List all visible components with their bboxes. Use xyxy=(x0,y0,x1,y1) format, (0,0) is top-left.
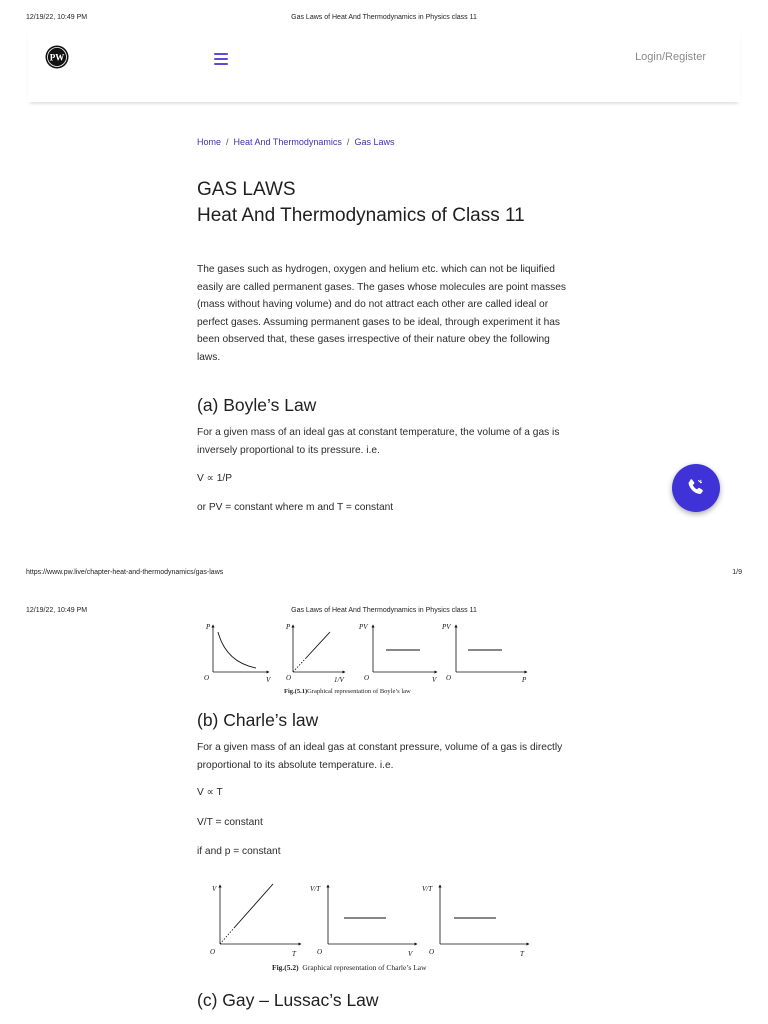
phone-icon xyxy=(684,476,708,500)
print-datetime: 12/19/22, 10:49 PM xyxy=(26,607,88,614)
caption-text: Graphical representation of Charle’s Law xyxy=(302,963,427,972)
breadcrumb xyxy=(197,137,394,147)
boyle-eq1: V ∝ 1/P xyxy=(197,473,233,484)
charles-text: For a given mass of an ideal gas at constant pressure, volume of a gas is directly proportional to its absolute temperature. i.e. xyxy=(197,742,563,771)
breadcrumb-separator: / xyxy=(346,137,350,147)
graph-label: P xyxy=(522,676,527,684)
boyle-heading: (a) Boyle’s Law xyxy=(197,395,317,415)
breadcrumb-gas-laws[interactable]: Gas Laws xyxy=(354,137,395,147)
charles-eq3: if and p = constant xyxy=(197,846,281,857)
graph-label: PV xyxy=(442,623,451,631)
logo-text: PW xyxy=(49,52,65,63)
graph-label: P xyxy=(206,623,211,631)
graph-label: PV xyxy=(359,623,368,631)
boyle-figure-caption xyxy=(284,688,411,695)
boyle-graphs xyxy=(196,620,536,690)
pw-logo[interactable] xyxy=(45,45,69,69)
boyle-graph-3 xyxy=(358,623,437,684)
graph-label: V xyxy=(266,676,271,684)
boyle-eq2: or PV = constant where m and T = constant xyxy=(197,502,394,513)
boyle-graph-4 xyxy=(441,623,527,684)
graph-label: V/T xyxy=(310,885,321,893)
print-page-number: 1/9 xyxy=(732,569,742,576)
graph-label: O xyxy=(446,674,452,682)
graph-label: P xyxy=(286,623,291,631)
graph-label: T xyxy=(520,950,524,958)
graph-label: V xyxy=(432,676,437,684)
graph-label: V xyxy=(212,885,217,893)
graph-label: V xyxy=(408,950,413,958)
graph-label: O xyxy=(364,674,370,682)
graph-label: O xyxy=(286,674,292,682)
graph-label: V/T xyxy=(422,885,433,893)
gay-lussac-heading: (c) Gay – Lussac’s Law xyxy=(197,990,379,1010)
graph-label: O xyxy=(317,948,323,956)
breadcrumb-separator: / xyxy=(226,137,229,147)
boyle-text: For a given mass of an ideal gas at constant temperature, the volume of a gas is inversely proportional to its pressure. i.e. xyxy=(197,427,560,456)
breadcrumb-home[interactable]: Home xyxy=(197,137,222,147)
navbar xyxy=(28,30,740,102)
caption-figure-number: Fig.(5.2) xyxy=(272,963,299,972)
charles-eq1: V ∝ T xyxy=(197,787,223,798)
menu-icon[interactable] xyxy=(214,53,228,65)
boyle-graph-2 xyxy=(285,623,344,684)
charles-figure-caption xyxy=(272,963,427,972)
charles-heading: (b) Charle’s law xyxy=(197,710,319,730)
graph-label: O xyxy=(210,948,216,956)
intro-paragraph: The gases such as hydrogen, oxygen and helium etc. which can not be liquified easily are called permanent gases. The gases whose molecules are point masses (mass without having volume) and do not attract each other are called ideal or perfect gases. Assuming permanent gases to be ideal, through experiment it has been observed that, these gases irrespective of their nature obey the following laws. xyxy=(197,264,567,363)
print-title: Gas Laws of Heat And Thermodynamics in Physics class 11 xyxy=(291,607,477,614)
graph-label: 1/V xyxy=(334,676,344,684)
graph-label: T xyxy=(292,950,296,958)
breadcrumb-heat-thermodynamics[interactable]: Heat And Thermodynamics xyxy=(233,137,342,147)
print-url: https://www.pw.live/chapter-heat-and-thermodynamics/gas-laws xyxy=(26,569,224,576)
graph-label: O xyxy=(429,948,435,956)
title-line-1: GAS LAWS xyxy=(197,179,296,200)
print-datetime: 12/19/22, 10:49 PM xyxy=(26,14,88,21)
page-title xyxy=(197,177,575,229)
charles-graph-1 xyxy=(210,884,300,958)
call-button[interactable] xyxy=(672,464,720,512)
caption-figure-number: Fig.(5.1) xyxy=(284,688,308,695)
caption-text: Graphical representation of Boyle’s law xyxy=(307,688,411,695)
login-register-link[interactable]: Login/Register xyxy=(635,51,706,63)
charles-graph-3 xyxy=(422,885,528,958)
graph-label: O xyxy=(204,674,210,682)
title-line-2: Heat And Thermodynamics of Class 11 xyxy=(197,205,525,226)
boyle-figure xyxy=(196,620,536,700)
charles-graphs xyxy=(200,880,540,962)
charles-eq2: V/T = constant xyxy=(197,817,263,828)
charles-figure xyxy=(200,880,540,978)
boyle-graph-1 xyxy=(204,623,271,684)
print-title: Gas Laws of Heat And Thermodynamics in Physics class 11 xyxy=(291,14,477,21)
charles-graph-2 xyxy=(310,885,416,958)
